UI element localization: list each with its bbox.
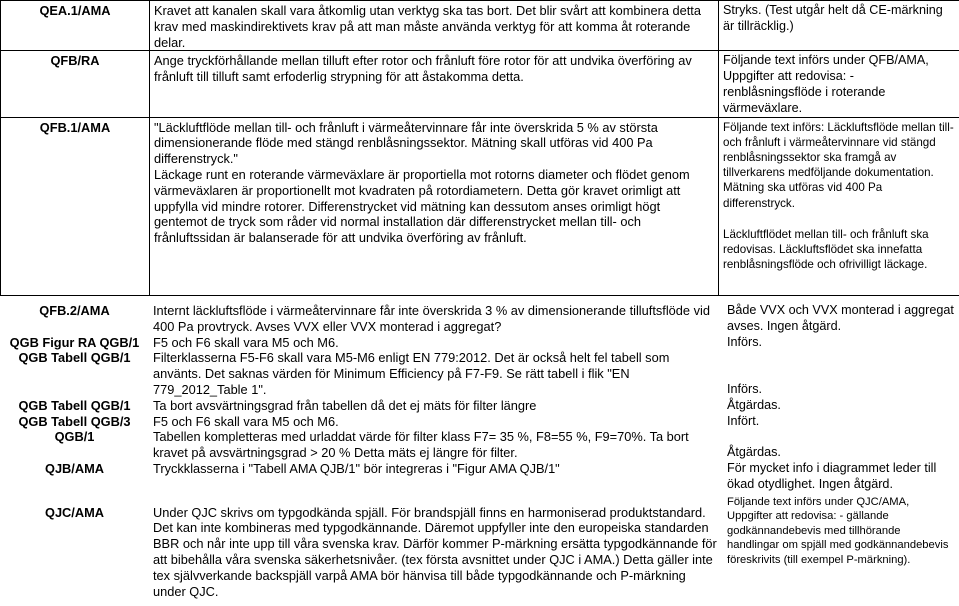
top-comment-table	[0, 0, 959, 296]
row-comment-text: F5 och F6 skall vara M5 och M6.	[153, 334, 339, 350]
row-response: Både VVX och VVX monterad i aggregat avses. Ingen åtgärd.	[727, 303, 954, 333]
table-row	[0, 303, 959, 335]
row-code: QFB/RA	[1, 51, 150, 117]
row-comment-text: Tabellen kompletteras med urladdat värde för filter klass F7= 35 %, F8=55 %, F9=70%. Ta bort kravet på avsvärtningsgrad > 20 % Detta mäts ej längre för filter.	[153, 429, 689, 461]
row-code: QEA.1/AMA	[1, 1, 150, 51]
row-comment-text: "Läckluftflöde mellan till- och frånluft i värmeåtervinnare får inte överskrida 5 % av största dimensionerande flöde med stängd renblåsningssektor. Mätning skall utföras vid 400 Pa differenstryck." Läckage runt en roterande värmeväxlare är proportiella mot rotorns diameter och flödet genom värmeväxlaren är proportionellt mot kvadraten på rotordiametern. Detta gör kravet orimligt att uppfylla vid mindre rotorer. Differenstrycket vid mätning kan dessutom anses orimligt högt gentemot de tryck som råder vid normal installation där differenstrycket mellan till- och frånluftssidan är balanserade för att undvika överföring av frånluft.	[150, 117, 719, 295]
row-comment-text: Filterklasserna F5-F6 skall vara M5-M6 enligt EN 779:2012. Det är också helt fel tabell som använts. Det saknas värden för Minimum Efficiency på F7-F9. Se rätt tabell i flik "EN 779_2012_Table 1".	[153, 350, 670, 397]
row-code: QJB/AMA	[44, 460, 104, 476]
row-comment-text: Ta bort avsvärtningsgrad från tabellen då det ej mäts för filter längre	[153, 397, 537, 413]
table-row	[1, 117, 959, 295]
table-row	[0, 429, 959, 461]
row-code: QGB Figur RA QGB/1	[9, 334, 140, 350]
row-response: Införs.	[727, 334, 762, 349]
row-comment-text: Ange tryckförhållande mellan tilluft efter rotor och frånluft före rotor för att undvika överföring av frånluft till tilluft samt erfoderlig strypning för att åstakomma detta.	[150, 51, 719, 117]
row-comment-text: Tryckklasserna i "Tabell AMA QJB/1" bör integreras i "Figur AMA QJB/1"	[153, 460, 560, 476]
row-comment-text: Internt läckluftsflöde i värmeåtervinnare får inte överskrida 3 % av dimensionerande tilluftsflöde vid 400 Pa provtryck. Avses VVX eller VVX monterad i aggregat?	[153, 303, 710, 334]
row-response: Stryks. (Test utgår helt då CE-märkning är tillräcklig.)	[719, 1, 959, 51]
table-row	[0, 414, 959, 430]
row-code: QFB.1/AMA	[1, 117, 150, 295]
row-comment-text: Kravet att kanalen skall vara åtkomlig utan verktyg ska tas bort. Det blir svårt att kombinera detta krav med maskindirektivets krav på att man måste använda verktyg för att komma åt roterande delar.	[150, 1, 719, 51]
row-response: Införs.	[727, 381, 762, 396]
row-code: QJC/AMA	[44, 504, 104, 520]
row-response: För mycket info i diagrammet leder till ökad otydlighet. Ingen åtgärd.	[727, 460, 937, 491]
table-row	[0, 398, 959, 414]
row-comment-text: Under QJC skrivs om typgodkända spjäll. För brandspjäll finns en harmoniserad produktstandard. Det kan inte kombineras med typgodkännande. Däremot uppfyller inte den europeiska standarden BBR och når inte upp till våra svenska krav. Därför kommer P-märkning ersätta typgodkännande för att bibehålla våra svenska säkerhetsnivåer. (tex första avsnittet under QJC i AMA.) Detta gäller inte tex självverkande backspjäll varpå AMA bör hänvisa till både typgodkännande och P-märkning under QJC.	[153, 504, 717, 599]
row-response: Åtgärdas.	[727, 397, 781, 412]
row-code: QGB Tabell QGB/3	[18, 413, 131, 429]
table-row	[0, 493, 959, 600]
table-row	[1, 1, 959, 51]
table-row	[1, 51, 959, 117]
row-response: Följande text införs under QJC/AMA, Uppgifter att redovisa: - gällande godkännandebevis med tillhörande handlingar om spjäll med godkännandebevis föreskrivits (till exempel P-märkning).	[727, 495, 949, 566]
row-response: Infört.	[727, 413, 760, 428]
bottom-comment-table	[0, 303, 959, 599]
table-row	[0, 335, 959, 351]
row-comment-text: F5 och F6 skall vara M5 och M6.	[153, 413, 339, 429]
row-code: QGB Tabell QGB/1	[18, 350, 131, 366]
table-row	[0, 461, 959, 493]
table-row	[0, 350, 959, 397]
row-response: Åtgärdas.	[727, 445, 781, 460]
row-code: QGB/1	[54, 429, 95, 445]
row-code: QGB Tabell QGB/1	[18, 397, 131, 413]
row-code: QFB.2/AMA	[39, 303, 110, 318]
row-response: Följande text införs: Läckluftsflöde mellan till- och frånluft i värmeåtervinnare vid stängd renblåsningssektor ska framgå av tillverkarens medföljande dokumentation. Mätning ska utföras vid 400 Pa differenstryck. Läckluftflödet mellan till- och frånluft ska redovisas. Läckluftsflödet ska innefatta renblåsningsflöde och ofrivilligt läckage.	[719, 117, 959, 295]
row-response: Följande text införs under QFB/AMA, Uppgifter att redovisa: - renblåsningsflöde i roterande värmeväxlare.	[719, 51, 959, 117]
